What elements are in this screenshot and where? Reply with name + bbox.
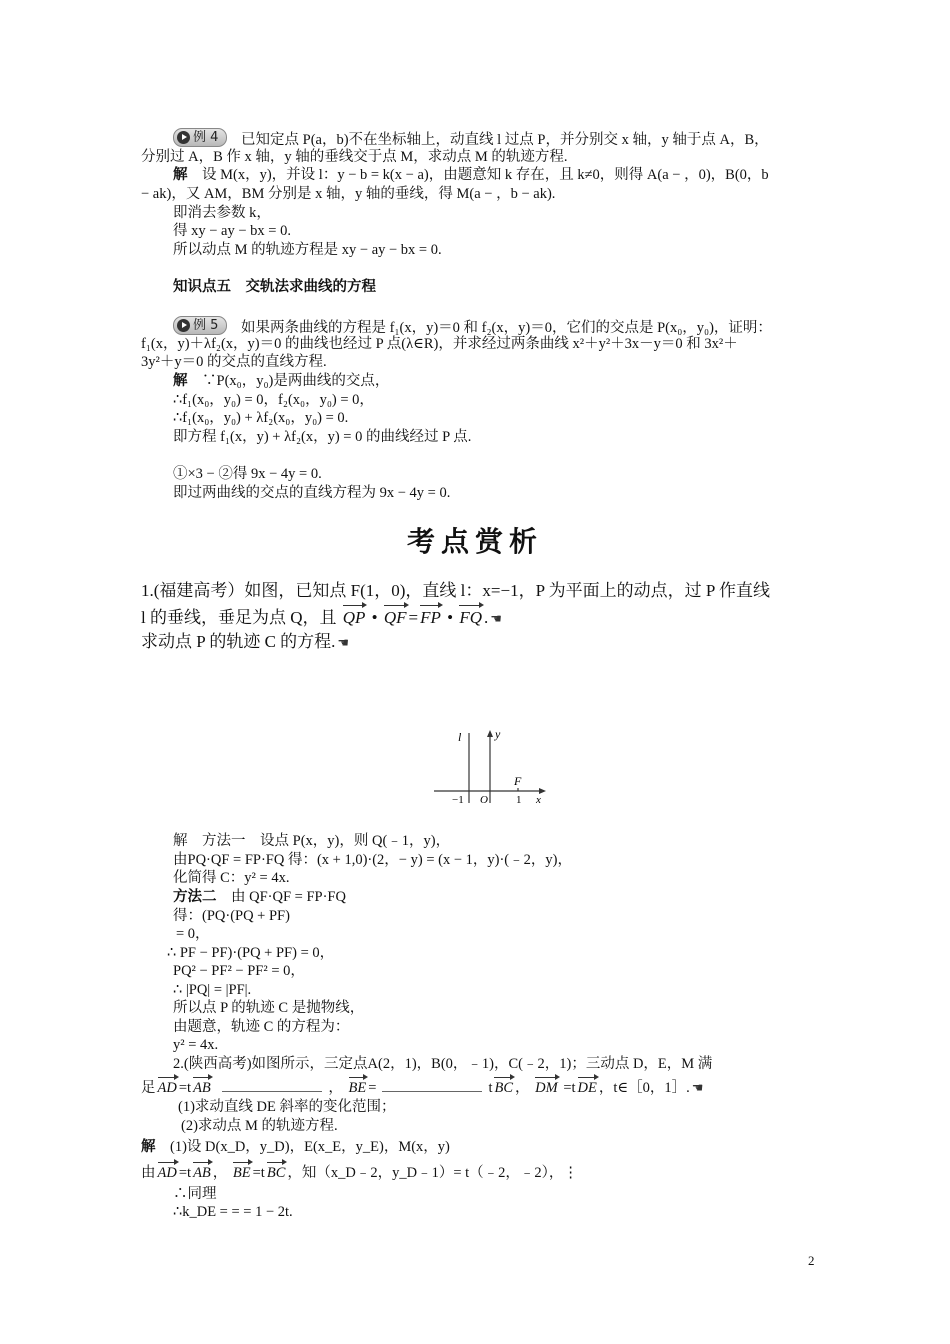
vector-de: DE [578,1077,597,1097]
label-f: F [514,774,522,788]
example-5-line-2: f₁(x，y)＋λf₂(x，y)＝0 的曲线也经过 P 点(λ∈R)，并求经过两条曲线 x²＋y²＋3x－y＝0 和 3x²＋ [141,336,738,352]
pointer-icon: ☚ [691,1080,704,1095]
problem-2-question-1: (1)求动直线 DE 斜率的变化范围； [178,1099,396,1115]
problem-1-line-2: l 的垂线，垂足为点 Q，且 QP • QF = FP • FQ . ☚ [141,605,504,630]
example-4-solution-4: 得 xy − ay − bx = 0. [173,223,291,239]
example-5-line-3: 3y²＋y＝0 的交点的直线方程. [141,354,327,370]
coordinate-figure [432,727,550,805]
example-4-line-1: 例 4 已知定点 P(a，b)不在坐标轴上，动直线 l 过点 P，并分别交 x 轴，y 轴于点 A，B， [173,128,769,149]
example-5-solution-2: ∴f₁(x₀，y₀) = 0，f₂(x₀，y₀) = 0， [173,392,374,408]
vector-ab: AB [193,1162,211,1182]
section-heading: 知识点五 交轨法求曲线的方程 [173,279,376,295]
problem-1-solution-2: 由PQ·QF = FP·FQ 得：(x + 1,0)·(2，− y) = (x − 1，y)·(﹣2，y)， [173,852,572,868]
example-4-solution-1: 解 设 M(x，y)，并设 l：y − b = k(x − a)，由题意知 k 存在，且 k≠0，则得 A(a − ，0)，B(0，b [173,167,769,183]
problem-1-line-1: 1.(福建高考）如图，已知点 F(1，0)，直线 l：x=−1，P 为平面上的动点，过 P 作直线 [141,581,770,600]
label-x: x [536,794,541,805]
example-4-solution-2: − ak)，又 AM，BM 分别是 x 轴，y 轴的垂线，得 M(a − ，b − ak). [141,186,556,202]
problem-1-solution-9: ∴ |PQ| = |PF|. [173,982,252,998]
example-4-solution-3: 即消去参数 k， [173,205,271,221]
problem-1-solution-6: = 0， [176,926,210,942]
label-one: 1 [516,794,522,805]
vector-be: BE [233,1162,251,1182]
label-minus-one: −1 [452,794,464,805]
example-5-solution-5: ①×3 − ②得 9x − 4y = 0. [173,466,322,482]
label-origin: O [480,794,488,805]
example-4-solution-5: 所以动点 M 的轨迹方程是 xy − ay − bx = 0. [173,242,442,258]
example-badge: 例 4 [173,128,227,147]
vector-fq: FQ [459,605,482,629]
problem-1-solution-8: PQ² − PF² − PF² = 0， [173,963,305,979]
problem-1-solution-7: ∴ PF − PF)·(PQ + PF) = 0， [167,945,335,961]
problem-1-solution-1: 解 方法一 设点 P(x，y)，则 Q(﹣1，y)， [173,833,451,849]
example-5-solution-3: ∴f₁(x₀，y₀) + λf₂(x₀，y₀) = 0. [173,410,349,426]
problem-2-solution-2: 由 AD =t AB ， BE =t BC ，知（x_D﹣2，y_D﹣1）= t（﹣2，﹣2），⋮ [141,1162,578,1182]
problem-1-solution-10: 所以点 P 的轨迹 C 是抛物线， [173,1000,365,1016]
vector-ad: AD [158,1162,177,1182]
page-title: 考点赏析 [406,527,543,558]
example-5-line-1: 例 5 如果两条曲线的方程是 f₁(x，y)＝0 和 f₂(x，y)＝0，它们的交点是 P(x₀，y₀)，证明： [173,316,772,337]
label-l: l [458,730,462,744]
pointer-icon: ☚ [337,635,350,650]
vector-ad: AD [158,1077,177,1097]
vector-bc: BC [267,1162,286,1182]
example-5-solution-4: 即方程 f₁(x，y) + λf₂(x，y) = 0 的曲线经过 P 点. [173,429,472,445]
page-number: 2 [808,1253,815,1268]
vector-fp: FP [420,605,441,629]
problem-2-question-2: (2)求动点 M 的轨迹方程. [181,1118,338,1134]
problem-1-line-3: 求动点 P 的轨迹 C 的方程. ☚ [141,631,351,654]
problem-2-solution-1: 解 (1)设 D(x_D，y_D)，E(x_E，y_E)，M(x，y) [141,1139,450,1155]
example-4-line-2: 分别过 A，B 作 x 轴，y 轴的垂线交于点 M，求动点 M 的轨迹方程. [141,149,568,165]
example-5-solution-6: 即过两曲线的交点的直线方程为 9x − 4y = 0. [173,485,451,501]
vector-be: BE [349,1077,367,1097]
play-icon [177,319,190,332]
y-axis-arrow-icon [487,730,493,737]
label-y: y [495,727,501,741]
problem-1-solution-5: 得：(PQ·(PQ + PF) [173,908,290,924]
problem-1-solution-3: 化简得 C：y² = 4x. [173,870,290,886]
problem-2-line-1: 2.(陕西高考)如图所示，三定点A(2，1)，B(0，﹣1)，C(﹣2，1)；三动点 D，E，M 满 [173,1056,713,1072]
play-icon [177,131,190,144]
problem-1-solution-11: 由题意，轨迹 C 的方程为： [173,1019,350,1035]
vector-qp: QP [343,605,366,629]
problem-2-line-2: 足 AD =t AB ， BE = t BC ， DM =t DE ，t∈［0，1］. ☚ [141,1077,705,1097]
pointer-icon: ☚ [490,611,502,626]
vector-ab: AB [193,1077,211,1097]
problem-1-solution-4: 方法二 由 QF·QF = FP·FQ [173,889,346,905]
problem-1-solution-12: y² = 4x. [173,1037,219,1053]
example-badge: 例 5 [173,316,227,335]
vector-qf: QF [384,605,407,629]
problem-2-solution-3: ∴同理 [173,1186,217,1202]
problem-2-solution-4: ∴k_DE = = = 1 − 2t. [173,1204,293,1220]
example-5-solution-1: 解 ∵P(x₀，y₀)是两曲线的交点， [173,373,390,389]
vector-dm: DM [535,1077,558,1097]
vector-bc: BC [494,1077,513,1097]
